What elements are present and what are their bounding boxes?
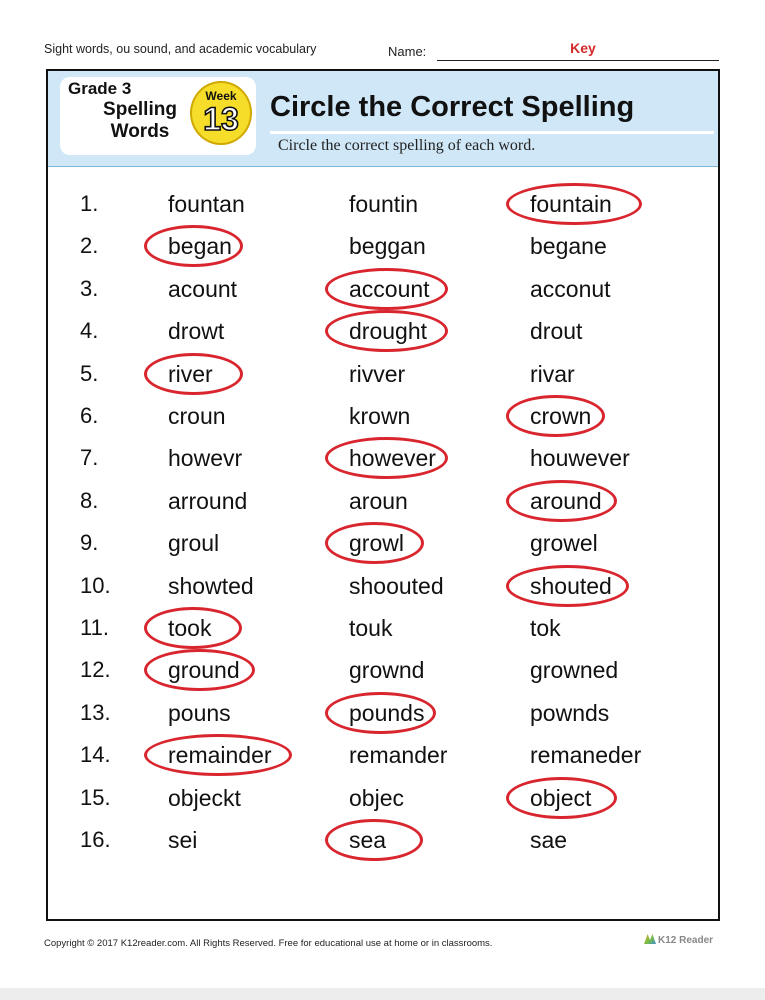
word-option[interactable]: rivar — [530, 360, 575, 387]
word-option[interactable]: showted — [168, 572, 254, 599]
row-number: 2. — [80, 233, 99, 259]
word-option[interactable]: around — [530, 487, 602, 514]
word-option[interactable]: pownds — [530, 699, 610, 726]
week-number: 13 — [203, 101, 239, 137]
grade-label: Grade 3 — [68, 79, 132, 98]
copyright-text: Copyright © 2017 K12reader.com. All Rights Reserved. Free for educational use at home or in classrooms. — [44, 938, 493, 949]
row-number: 4. — [80, 318, 99, 344]
row-number: 13. — [80, 699, 111, 725]
word-option[interactable]: arround — [168, 487, 248, 514]
row-number: 16. — [80, 827, 111, 852]
word-option[interactable]: remainder — [168, 742, 272, 769]
logo-icon — [644, 934, 656, 944]
word-option[interactable]: drowt — [168, 318, 225, 345]
instruction-text: Circle the correct spelling of each word. — [278, 137, 536, 154]
word-option[interactable]: groul — [168, 530, 220, 557]
bottom-band — [0, 988, 765, 1000]
title-banner — [48, 71, 718, 167]
word-option[interactable]: fountan — [168, 191, 245, 217]
topic-line: Sight words, ou sound, and academic vocabulary — [44, 42, 317, 56]
row-number: 9. — [80, 530, 99, 556]
word-option[interactable]: ground — [168, 657, 240, 684]
word-option[interactable]: however — [349, 445, 436, 472]
word-option[interactable]: object — [530, 784, 592, 811]
word-option[interactable]: sea — [349, 827, 387, 853]
row-number: 6. — [80, 403, 99, 428]
word-option[interactable]: growned — [530, 657, 619, 684]
name-underline — [437, 60, 719, 61]
word-option[interactable]: aroun — [349, 487, 408, 514]
word-option[interactable]: river — [168, 360, 213, 387]
row-number: 3. — [80, 275, 99, 301]
word-option[interactable]: acconut — [530, 275, 611, 302]
word-option[interactable]: croun — [168, 403, 226, 429]
word-option[interactable]: houwever — [530, 445, 630, 472]
word-option[interactable]: drought — [349, 318, 428, 345]
name-value: Key — [570, 40, 596, 56]
name-label: Name: — [388, 44, 427, 59]
word-option[interactable]: growl — [349, 530, 404, 557]
grade-badge — [60, 77, 256, 155]
word-option[interactable]: rivver — [349, 360, 406, 387]
word-option[interactable]: took — [168, 615, 212, 641]
word-option[interactable]: sae — [530, 827, 568, 853]
word-option[interactable]: acount — [168, 275, 238, 302]
word-option[interactable]: krown — [349, 403, 411, 429]
word-option[interactable]: beggan — [349, 233, 426, 260]
spelling-words-label: Spelling Words — [103, 99, 177, 142]
logo-text: K12 Reader — [658, 935, 714, 946]
word-option[interactable]: growel — [530, 530, 598, 557]
worksheet-frame — [46, 69, 720, 921]
word-option[interactable]: remander — [349, 742, 448, 769]
word-option[interactable]: objec — [349, 784, 404, 811]
word-option[interactable]: pouns — [168, 699, 231, 726]
row-number: 7. — [80, 445, 99, 471]
word-option[interactable]: begane — [530, 233, 607, 260]
row-number: 8. — [80, 487, 99, 513]
row-number: 12. — [80, 657, 111, 683]
word-option[interactable]: sei — [168, 827, 198, 853]
week-label: Week — [205, 89, 237, 103]
word-option[interactable]: shoouted — [349, 572, 444, 599]
row-number: 10. — [80, 572, 111, 598]
word-option[interactable]: crown — [530, 403, 592, 429]
page-title: Circle the Correct Spelling — [270, 91, 635, 123]
row-number: 1. — [80, 191, 99, 216]
word-option[interactable]: began — [168, 233, 232, 260]
row-number: 11. — [80, 615, 109, 640]
word-option[interactable]: fountain — [530, 191, 612, 217]
row-number: 5. — [80, 360, 99, 386]
word-option[interactable]: objeckt — [168, 784, 241, 811]
word-option[interactable]: tok — [530, 615, 561, 641]
word-option[interactable]: shouted — [530, 572, 612, 599]
word-option[interactable]: grownd — [349, 657, 425, 684]
word-option[interactable]: fountin — [349, 191, 419, 217]
word-option[interactable]: drout — [530, 318, 583, 345]
word-option[interactable]: pounds — [349, 699, 425, 726]
row-number: 14. — [80, 742, 111, 768]
word-option[interactable]: account — [349, 275, 430, 302]
word-option[interactable]: remaneder — [530, 742, 642, 769]
k12-reader-logo — [644, 934, 713, 946]
week-badge — [190, 81, 252, 145]
word-option[interactable]: howevr — [168, 445, 243, 472]
row-number: 15. — [80, 784, 111, 810]
title-rule — [270, 131, 714, 134]
word-option[interactable]: touk — [349, 615, 393, 641]
